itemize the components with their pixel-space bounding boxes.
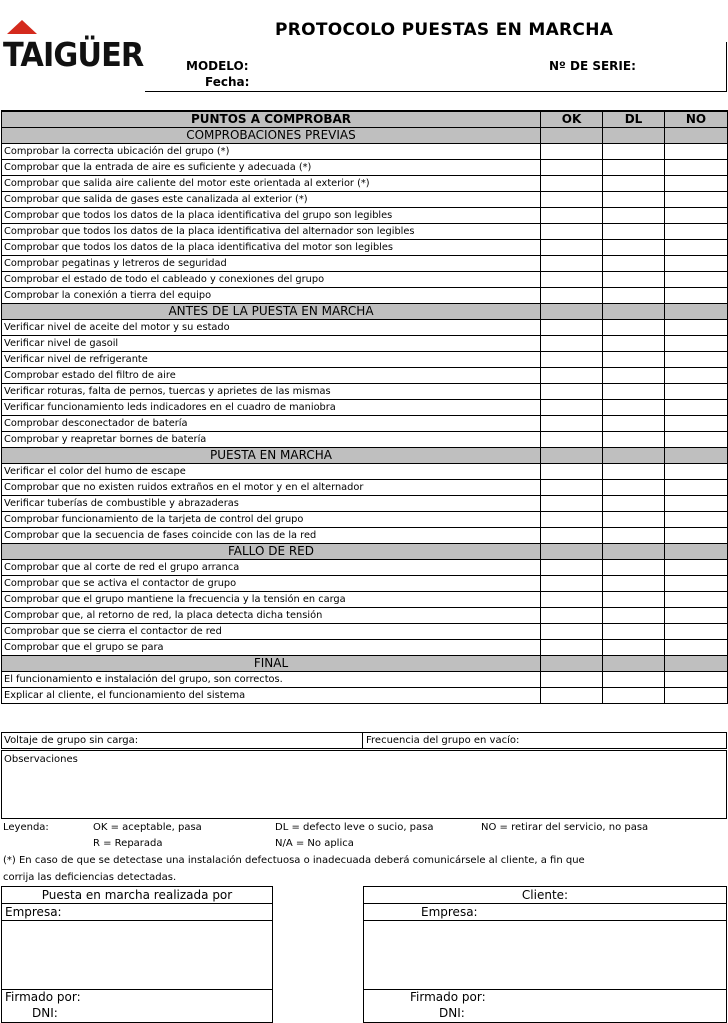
check-no-cell[interactable] [665, 496, 728, 512]
firma-der-empresa-label: Empresa: [421, 905, 478, 919]
check-dl-cell[interactable] [603, 176, 665, 192]
col-header-no: NO [665, 111, 728, 128]
table-row [2, 512, 728, 528]
check-ok-cell[interactable] [541, 208, 603, 224]
check-ok-cell[interactable] [541, 384, 603, 400]
leyenda-ok: OK = aceptable, pasa [93, 822, 202, 833]
table-row [2, 496, 728, 512]
firma-der-firmado-label: Firmado por: [410, 990, 486, 1004]
frecuencia-label: Frecuencia del grupo en vacío: [366, 735, 520, 746]
check-item-label: Comprobar y reapretar bornes de batería [2, 432, 541, 448]
table-row [2, 288, 728, 304]
check-dl-cell[interactable] [603, 144, 665, 160]
check-dl-cell[interactable] [603, 464, 665, 480]
check-ok-cell[interactable] [541, 176, 603, 192]
section-title: FALLO DE RED [2, 544, 541, 560]
check-dl-cell[interactable] [603, 608, 665, 624]
check-ok-cell[interactable] [541, 560, 603, 576]
check-ok-cell[interactable] [541, 624, 603, 640]
table-row [2, 160, 728, 176]
check-dl-cell[interactable] [603, 416, 665, 432]
check-item-label: Comprobar que se cierra el contactor de red [2, 624, 541, 640]
voltaje-box[interactable] [1, 732, 363, 749]
check-ok-cell[interactable] [541, 160, 603, 176]
check-no-cell[interactable] [665, 176, 728, 192]
check-item-label: Comprobar la conexión a tierra del equipo [2, 288, 541, 304]
check-dl-cell[interactable] [603, 496, 665, 512]
check-ok-cell[interactable] [541, 336, 603, 352]
check-item-label: Verificar roturas, falta de pernos, tuercas y aprietes de las mismas [2, 384, 541, 400]
firma-izq-firmado-label: Firmado por: [5, 990, 81, 1004]
check-ok-cell[interactable] [541, 368, 603, 384]
check-item-label: Verificar nivel de gasoil [2, 336, 541, 352]
table-row [2, 432, 728, 448]
check-dl-cell[interactable] [603, 352, 665, 368]
check-dl-cell[interactable] [603, 384, 665, 400]
check-dl-cell[interactable] [603, 288, 665, 304]
check-dl-cell[interactable] [603, 512, 665, 528]
section-no-cell [665, 304, 728, 320]
check-item-label: Comprobar la correcta ubicación del grupo (*) [2, 144, 541, 160]
check-dl-cell[interactable] [603, 160, 665, 176]
check-item-label: Verificar el color del humo de escape [2, 464, 541, 480]
table-row [2, 416, 728, 432]
check-item-label: Verificar funcionamiento leds indicadores en el cuadro de maniobra [2, 400, 541, 416]
section-dl-cell [603, 128, 665, 144]
table-row [2, 576, 728, 592]
leyenda-dl: DL = defecto leve o sucio, pasa [275, 822, 434, 833]
check-item-label: Comprobar que el grupo mantiene la frecuencia y la tensión en carga [2, 592, 541, 608]
table-row [2, 336, 728, 352]
firma-realizada-title: Puesta en marcha realizada por [2, 887, 272, 904]
observaciones-box[interactable] [1, 750, 727, 819]
check-dl-cell[interactable] [603, 480, 665, 496]
table-row [2, 480, 728, 496]
check-ok-cell[interactable] [541, 400, 603, 416]
check-ok-cell[interactable] [541, 224, 603, 240]
table-row [2, 624, 728, 640]
check-no-cell[interactable] [665, 480, 728, 496]
section-header-row [2, 448, 728, 464]
table-row [2, 224, 728, 240]
firma-izq-dni-label: DNI: [32, 1006, 58, 1020]
section-ok-cell [541, 656, 603, 672]
check-no-cell[interactable] [665, 320, 728, 336]
col-header-puntos: PUNTOS A COMPROBAR [2, 111, 541, 128]
check-item-label: Comprobar el estado de todo el cableado y conexiones del grupo [2, 272, 541, 288]
check-no-cell[interactable] [665, 672, 728, 688]
logo-triangle-icon [7, 20, 37, 34]
check-no-cell[interactable] [665, 464, 728, 480]
header-underline [145, 91, 727, 92]
check-ok-cell[interactable] [541, 320, 603, 336]
section-title: ANTES DE LA PUESTA EN MARCHA [2, 304, 541, 320]
table-row [2, 400, 728, 416]
check-no-cell[interactable] [665, 640, 728, 656]
check-item-label: Verificar nivel de refrigerante [2, 352, 541, 368]
firma-cliente-title: Cliente: [364, 887, 726, 904]
check-item-label: El funcionamiento e instalación del grupo, son correctos. [2, 672, 541, 688]
check-dl-cell[interactable] [603, 208, 665, 224]
check-ok-cell[interactable] [541, 496, 603, 512]
check-ok-cell[interactable] [541, 464, 603, 480]
check-no-cell[interactable] [665, 512, 728, 528]
check-ok-cell[interactable] [541, 192, 603, 208]
check-item-label: Comprobar que el grupo se para [2, 640, 541, 656]
check-item-label: Comprobar que, al retorno de red, la placa detecta dicha tensión [2, 608, 541, 624]
check-ok-cell[interactable] [541, 672, 603, 688]
check-ok-cell[interactable] [541, 640, 603, 656]
table-row [2, 608, 728, 624]
check-item-label: Explicar al cliente, el funcionamiento del sistema [2, 688, 541, 704]
check-ok-cell[interactable] [541, 592, 603, 608]
table-row [2, 352, 728, 368]
check-ok-cell[interactable] [541, 240, 603, 256]
table-row [2, 272, 728, 288]
table-row [2, 144, 728, 160]
section-no-cell [665, 656, 728, 672]
taiguer-logo [3, 20, 145, 72]
section-header-row [2, 656, 728, 672]
check-dl-cell[interactable] [603, 432, 665, 448]
check-ok-cell[interactable] [541, 432, 603, 448]
section-no-cell [665, 448, 728, 464]
table-row [2, 320, 728, 336]
firma-der-dni-label: DNI: [439, 1006, 465, 1020]
check-item-label: Comprobar que todos los datos de la placa identificativa del alternador son legibles [2, 224, 541, 240]
check-item-label: Comprobar que salida de gases este canalizada al exterior (*) [2, 192, 541, 208]
section-ok-cell [541, 304, 603, 320]
table-row [2, 640, 728, 656]
check-item-label: Comprobar estado del filtro de aire [2, 368, 541, 384]
col-header-ok: OK [541, 111, 603, 128]
section-title: PUESTA EN MARCHA [2, 448, 541, 464]
table-row [2, 240, 728, 256]
modelo-label: MODELO: [186, 59, 249, 73]
check-no-cell[interactable] [665, 384, 728, 400]
table-row [2, 176, 728, 192]
section-title: COMPROBACIONES PREVIAS [2, 128, 541, 144]
check-dl-cell[interactable] [603, 400, 665, 416]
section-dl-cell [603, 656, 665, 672]
check-item-label: Comprobar que la secuencia de fases coincide con las de la red [2, 528, 541, 544]
check-no-cell[interactable] [665, 272, 728, 288]
section-dl-cell [603, 304, 665, 320]
check-no-cell[interactable] [665, 288, 728, 304]
leyenda-label: Leyenda: [3, 822, 49, 833]
check-dl-cell[interactable] [603, 368, 665, 384]
check-dl-cell[interactable] [603, 256, 665, 272]
check-dl-cell[interactable] [603, 224, 665, 240]
check-item-label: Comprobar que se activa el contactor de grupo [2, 576, 541, 592]
table-row [2, 256, 728, 272]
check-ok-cell[interactable] [541, 272, 603, 288]
check-dl-cell[interactable] [603, 272, 665, 288]
check-ok-cell[interactable] [541, 416, 603, 432]
col-header-dl: DL [603, 111, 665, 128]
table-row [2, 384, 728, 400]
nota-line-1: (*) En caso de que se detectase una instalación defectuosa o inadecuada deberá comunicársele al cliente, a fin que [3, 855, 585, 866]
check-ok-cell[interactable] [541, 688, 603, 704]
check-no-cell[interactable] [665, 368, 728, 384]
table-row [2, 208, 728, 224]
check-item-label: Comprobar que todos los datos de la placa identificativa del grupo son legibles [2, 208, 541, 224]
checklist-table [1, 110, 728, 704]
table-row [2, 464, 728, 480]
leyenda-r: R = Reparada [93, 838, 163, 849]
check-dl-cell[interactable] [603, 560, 665, 576]
table-row [2, 192, 728, 208]
check-ok-cell[interactable] [541, 352, 603, 368]
check-no-cell[interactable] [665, 336, 728, 352]
page-title: PROTOCOLO PUESTAS EN MARCHA [275, 20, 614, 40]
check-no-cell[interactable] [665, 592, 728, 608]
section-header-row [2, 544, 728, 560]
frecuencia-box[interactable] [362, 732, 727, 749]
check-no-cell[interactable] [665, 160, 728, 176]
table-row [2, 368, 728, 384]
check-ok-cell[interactable] [541, 576, 603, 592]
check-ok-cell[interactable] [541, 608, 603, 624]
check-dl-cell[interactable] [603, 640, 665, 656]
check-item-label: Comprobar que al corte de red el grupo arranca [2, 560, 541, 576]
observaciones-label: Observaciones [4, 754, 78, 765]
section-no-cell [665, 128, 728, 144]
check-item-label: Comprobar funcionamiento de la tarjeta de control del grupo [2, 512, 541, 528]
section-header-row [2, 304, 728, 320]
header-divider [726, 42, 727, 92]
check-no-cell[interactable] [665, 352, 728, 368]
fecha-label: Fecha: [205, 75, 250, 89]
check-no-cell[interactable] [665, 400, 728, 416]
check-dl-cell[interactable] [603, 240, 665, 256]
check-no-cell[interactable] [665, 240, 728, 256]
check-ok-cell[interactable] [541, 480, 603, 496]
section-title: FINAL [2, 656, 541, 672]
check-dl-cell[interactable] [603, 192, 665, 208]
check-item-label: Comprobar que salida aire caliente del motor este orientada al exterior (*) [2, 176, 541, 192]
section-dl-cell [603, 448, 665, 464]
table-row [2, 592, 728, 608]
check-no-cell[interactable] [665, 560, 728, 576]
section-header-row [2, 128, 728, 144]
check-dl-cell[interactable] [603, 336, 665, 352]
check-ok-cell[interactable] [541, 144, 603, 160]
check-ok-cell[interactable] [541, 288, 603, 304]
check-ok-cell[interactable] [541, 528, 603, 544]
table-row [2, 528, 728, 544]
check-no-cell[interactable] [665, 208, 728, 224]
table-row [2, 560, 728, 576]
firma-izq-divider [2, 920, 272, 921]
check-no-cell[interactable] [665, 576, 728, 592]
section-ok-cell [541, 544, 603, 560]
section-no-cell [665, 544, 728, 560]
firma-realizada-box [1, 886, 273, 1023]
check-item-label: Comprobar que no existen ruidos extraños en el motor y en el alternador [2, 480, 541, 496]
check-no-cell[interactable] [665, 432, 728, 448]
check-no-cell[interactable] [665, 688, 728, 704]
check-dl-cell[interactable] [603, 688, 665, 704]
serie-label: Nº DE SERIE: [549, 59, 636, 73]
check-no-cell[interactable] [665, 624, 728, 640]
check-dl-cell[interactable] [603, 624, 665, 640]
check-no-cell[interactable] [665, 256, 728, 272]
table-row [2, 688, 728, 704]
check-no-cell[interactable] [665, 224, 728, 240]
firma-der-divider [364, 920, 726, 921]
check-no-cell[interactable] [665, 144, 728, 160]
firma-cliente-box [363, 886, 727, 1023]
firma-izq-empresa-label: Empresa: [5, 905, 62, 919]
check-item-label: Comprobar que la entrada de aire es suficiente y adecuada (*) [2, 160, 541, 176]
check-item-label: Comprobar pegatinas y letreros de seguridad [2, 256, 541, 272]
leyenda-na: N/A = No aplica [275, 838, 354, 849]
section-dl-cell [603, 544, 665, 560]
check-no-cell[interactable] [665, 608, 728, 624]
voltaje-label: Voltaje de grupo sin carga: [4, 735, 139, 746]
check-dl-cell[interactable] [603, 672, 665, 688]
check-ok-cell[interactable] [541, 256, 603, 272]
check-dl-cell[interactable] [603, 528, 665, 544]
check-no-cell[interactable] [665, 416, 728, 432]
logo-wordmark: TAIGÜER [3, 35, 144, 74]
section-ok-cell [541, 128, 603, 144]
table-row [2, 672, 728, 688]
check-ok-cell[interactable] [541, 512, 603, 528]
check-item-label: Verificar nivel de aceite del motor y su estado [2, 320, 541, 336]
check-item-label: Verificar tuberías de combustible y abrazaderas [2, 496, 541, 512]
check-dl-cell[interactable] [603, 576, 665, 592]
check-dl-cell[interactable] [603, 320, 665, 336]
table-header-row [2, 111, 728, 128]
nota-line-2: corrija las deficiencias detectadas. [3, 872, 177, 883]
check-item-label: Comprobar desconectador de batería [2, 416, 541, 432]
leyenda-no: NO = retirar del servicio, no pasa [481, 822, 649, 833]
check-no-cell[interactable] [665, 528, 728, 544]
check-no-cell[interactable] [665, 192, 728, 208]
check-dl-cell[interactable] [603, 592, 665, 608]
check-item-label: Comprobar que todos los datos de la placa identificativa del motor son legibles [2, 240, 541, 256]
section-ok-cell [541, 448, 603, 464]
